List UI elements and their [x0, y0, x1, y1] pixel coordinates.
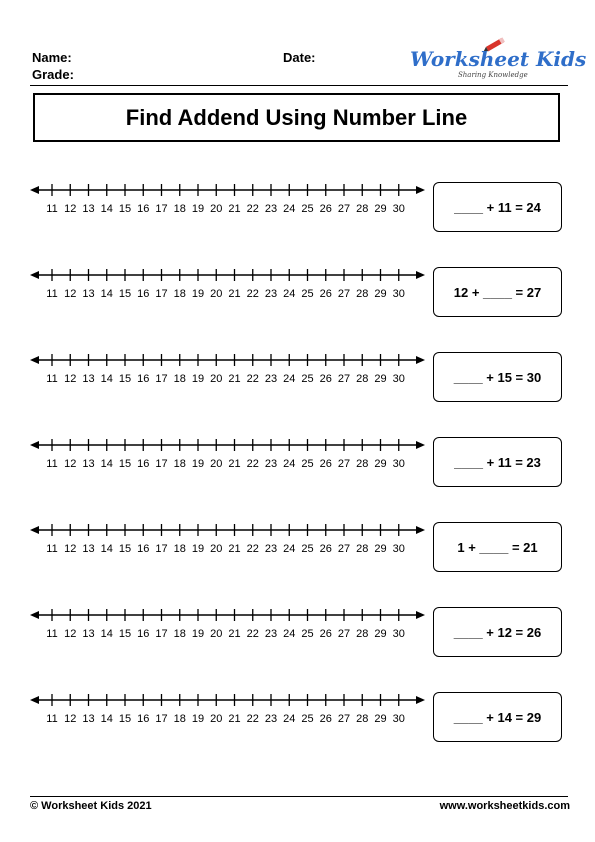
tick-label: 26 [319, 288, 332, 300]
tick-label: 27 [337, 288, 351, 300]
right-arrow-icon [416, 696, 425, 704]
tick-label: 14 [100, 713, 113, 725]
equation-text: 12 + ____ = 27 [453, 284, 542, 300]
tick-label: 30 [392, 628, 405, 640]
page-title: Find Addend Using Number Line [125, 104, 468, 130]
tick-label: 29 [374, 713, 387, 725]
tick-label: 24 [283, 373, 296, 385]
tick-label: 22 [246, 628, 259, 640]
left-arrow-icon [30, 526, 39, 534]
tick-label: 13 [82, 543, 95, 555]
tick-label: 19 [191, 543, 205, 555]
equation-box[interactable] [433, 267, 562, 317]
tick-label: 30 [392, 288, 405, 300]
right-arrow-icon [416, 356, 425, 364]
tick-label: 22 [246, 203, 259, 215]
tick-label: 17 [155, 203, 168, 215]
tick-label: 26 [319, 543, 332, 555]
tick-label: 17 [155, 373, 168, 385]
right-arrow-icon [416, 271, 425, 279]
tick-label: 27 [337, 203, 351, 215]
tick-label: 14 [100, 288, 113, 300]
tick-label: 18 [173, 628, 186, 640]
number-line [30, 520, 425, 560]
tick-label: 17 [155, 288, 168, 300]
tick-label: 29 [374, 203, 387, 215]
tick-label: 15 [118, 203, 132, 215]
tick-label: 11 [46, 713, 58, 725]
tick-label: 29 [374, 373, 387, 385]
right-arrow-icon [416, 611, 425, 619]
tick-label: 11 [46, 288, 58, 300]
tick-label: 23 [264, 373, 278, 385]
tick-label: 22 [246, 373, 259, 385]
tick-label: 25 [301, 288, 314, 300]
equation-text: ____ + 12 = 26 [453, 624, 542, 640]
tick-label: 18 [173, 713, 186, 725]
right-arrow-icon [416, 441, 425, 449]
equation-text: ____ + 15 = 30 [453, 369, 542, 385]
equation-box[interactable] [433, 692, 562, 742]
tick-label: 29 [374, 628, 387, 640]
tick-label: 26 [319, 458, 332, 470]
tick-label: 17 [155, 458, 168, 470]
tick-label: 16 [137, 713, 150, 725]
tick-label: 14 [100, 543, 113, 555]
grade-label: Grade: [32, 67, 74, 82]
number-line [30, 350, 425, 390]
tick-label: 22 [246, 543, 259, 555]
tick-label: 17 [155, 543, 168, 555]
tick-label: 26 [319, 628, 332, 640]
tick-label: 20 [210, 288, 223, 300]
tick-label: 26 [319, 373, 332, 385]
tick-label: 12 [64, 288, 77, 300]
date-label: Date: [283, 50, 316, 65]
tick-label: 28 [356, 543, 369, 555]
left-arrow-icon [30, 271, 39, 279]
number-line [30, 605, 425, 645]
left-arrow-icon [30, 696, 39, 704]
left-arrow-icon [30, 356, 39, 364]
tick-label: 29 [374, 543, 387, 555]
tick-label: 27 [337, 373, 351, 385]
logo-text: Worksheet Kids [410, 47, 587, 71]
tick-label: 21 [228, 628, 241, 640]
tick-label: 24 [283, 288, 296, 300]
tick-label: 24 [283, 628, 296, 640]
tick-label: 12 [64, 543, 77, 555]
tick-label: 18 [173, 203, 186, 215]
tick-label: 14 [100, 203, 113, 215]
tick-label: 12 [64, 713, 77, 725]
tick-label: 24 [283, 543, 296, 555]
tick-label: 30 [392, 543, 405, 555]
tick-label: 20 [210, 713, 223, 725]
tick-label: 18 [173, 373, 186, 385]
tick-label: 27 [337, 628, 351, 640]
tick-label: 14 [100, 458, 113, 470]
tick-label: 28 [356, 713, 369, 725]
tick-label: 24 [283, 203, 296, 215]
left-arrow-icon [30, 186, 39, 194]
tick-label: 15 [118, 543, 132, 555]
tick-label: 21 [228, 288, 241, 300]
equation-text: ____ + 11 = 23 [454, 454, 541, 470]
equation-text: ____ + 11 = 24 [454, 199, 541, 215]
left-arrow-icon [30, 611, 39, 619]
tick-label: 15 [118, 458, 132, 470]
equation-box[interactable] [433, 182, 562, 232]
tick-label: 17 [155, 628, 168, 640]
logo-tagline: Sharing Knowledge [458, 71, 528, 79]
number-line [30, 180, 425, 220]
tick-label: 25 [301, 373, 314, 385]
tick-label: 30 [392, 458, 405, 470]
tick-label: 16 [137, 288, 150, 300]
tick-label: 25 [301, 628, 314, 640]
tick-label: 23 [264, 713, 278, 725]
worksheet-kids-logo [410, 35, 587, 83]
tick-label: 20 [210, 458, 223, 470]
tick-label: 11 [46, 628, 58, 640]
tick-label: 25 [301, 713, 314, 725]
tick-label: 29 [374, 288, 387, 300]
tick-label: 27 [337, 713, 351, 725]
tick-label: 21 [228, 458, 241, 470]
tick-label: 16 [137, 458, 150, 470]
tick-label: 25 [301, 543, 314, 555]
tick-label: 15 [118, 713, 132, 725]
tick-label: 28 [356, 458, 369, 470]
tick-label: 21 [228, 373, 241, 385]
tick-label: 23 [264, 458, 278, 470]
tick-label: 16 [137, 628, 150, 640]
tick-label: 13 [82, 373, 95, 385]
footer-copyright: © Worksheet Kids 2021 [30, 800, 152, 812]
tick-label: 19 [191, 203, 205, 215]
tick-label: 30 [392, 713, 405, 725]
tick-label: 11 [46, 543, 58, 555]
tick-label: 16 [137, 373, 150, 385]
equation-box[interactable] [433, 607, 562, 657]
left-arrow-icon [30, 441, 39, 449]
tick-label: 13 [82, 628, 95, 640]
tick-label: 18 [173, 543, 186, 555]
tick-label: 22 [246, 458, 259, 470]
right-arrow-icon [416, 526, 425, 534]
tick-label: 18 [173, 288, 186, 300]
tick-label: 15 [118, 628, 132, 640]
tick-label: 27 [337, 458, 351, 470]
tick-label: 28 [356, 288, 369, 300]
tick-label: 23 [264, 628, 278, 640]
header-divider [30, 85, 568, 86]
tick-label: 20 [210, 203, 223, 215]
tick-label: 25 [301, 458, 314, 470]
number-line [30, 690, 425, 730]
tick-label: 13 [82, 458, 95, 470]
title-box [33, 93, 560, 142]
tick-label: 11 [46, 373, 58, 385]
tick-label: 19 [191, 373, 205, 385]
tick-label: 20 [210, 373, 223, 385]
tick-label: 24 [283, 458, 296, 470]
tick-label: 18 [173, 458, 186, 470]
tick-label: 29 [374, 458, 387, 470]
tick-label: 24 [283, 713, 296, 725]
tick-label: 12 [64, 203, 77, 215]
name-label: Name: [32, 50, 72, 65]
footer-website: www.worksheetkids.com [439, 800, 570, 812]
tick-label: 27 [337, 543, 351, 555]
tick-label: 17 [155, 713, 168, 725]
tick-label: 30 [392, 203, 405, 215]
tick-label: 13 [82, 203, 95, 215]
tick-label: 14 [100, 373, 113, 385]
tick-label: 15 [118, 288, 132, 300]
equation-box[interactable] [433, 352, 562, 402]
tick-label: 26 [319, 203, 332, 215]
tick-label: 19 [191, 288, 205, 300]
tick-label: 12 [64, 628, 77, 640]
tick-label: 25 [301, 203, 314, 215]
tick-label: 19 [191, 628, 205, 640]
equation-text: 1 + ____ = 21 [457, 539, 538, 555]
equation-box[interactable] [433, 437, 562, 487]
right-arrow-icon [416, 186, 425, 194]
tick-label: 26 [319, 713, 332, 725]
equation-box[interactable] [433, 522, 562, 572]
tick-label: 19 [191, 713, 205, 725]
tick-label: 28 [356, 373, 369, 385]
equation-text: ____ + 14 = 29 [453, 709, 542, 725]
tick-label: 30 [392, 373, 405, 385]
footer-divider [30, 796, 568, 797]
tick-label: 20 [210, 543, 223, 555]
tick-label: 16 [137, 543, 150, 555]
tick-label: 21 [228, 203, 241, 215]
tick-label: 12 [64, 373, 77, 385]
tick-label: 12 [64, 458, 77, 470]
tick-label: 11 [46, 203, 58, 215]
tick-label: 28 [356, 628, 369, 640]
tick-label: 23 [264, 543, 278, 555]
number-line [30, 265, 425, 305]
tick-label: 21 [228, 713, 241, 725]
tick-label: 19 [191, 458, 205, 470]
tick-label: 23 [264, 203, 278, 215]
tick-label: 28 [356, 203, 369, 215]
number-line [30, 435, 425, 475]
tick-label: 20 [210, 628, 223, 640]
tick-label: 21 [228, 543, 241, 555]
tick-label: 16 [137, 203, 150, 215]
tick-label: 22 [246, 288, 259, 300]
tick-label: 11 [46, 458, 58, 470]
tick-label: 15 [118, 373, 132, 385]
tick-label: 13 [82, 713, 95, 725]
tick-label: 22 [246, 713, 259, 725]
tick-label: 14 [100, 628, 113, 640]
tick-label: 23 [264, 288, 278, 300]
tick-label: 13 [82, 288, 95, 300]
